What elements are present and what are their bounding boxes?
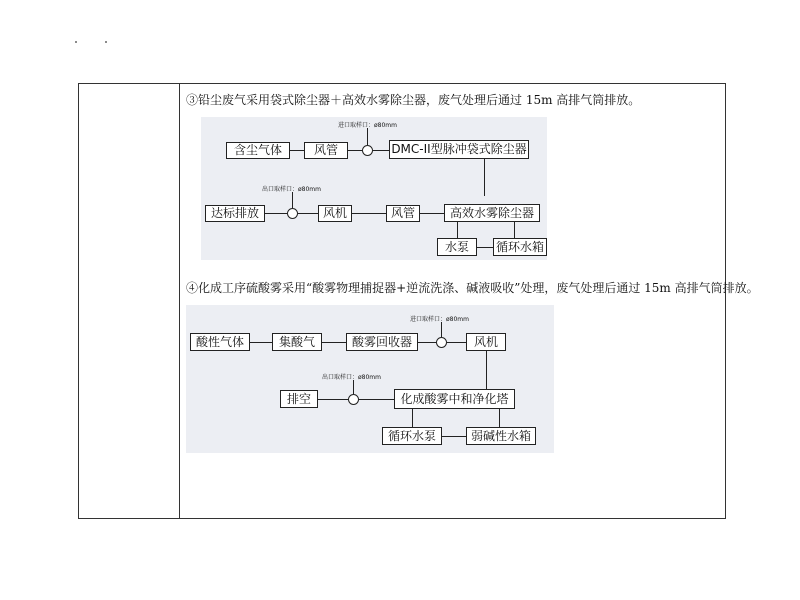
box-circulation-tank: 循环水箱 [493,238,547,256]
box-circulation-pump: 循环水泵 [382,427,442,445]
sampling-port-icon [348,394,359,405]
connector [353,380,354,394]
table-left-column [79,84,180,518]
connector [290,150,304,151]
box-fan: 风机 [466,333,506,351]
label-inlet-sampling-port: 进口取样口：ø80mm [410,316,469,323]
paragraph-lead-dust: ③铅尘废气采用袋式除尘器＋高效水雾除尘器，废气处理后通过 15m 高排气筒排放。 [186,93,641,107]
connector [457,222,458,238]
label-inlet-sampling-port: 进口取样口：ø80mm [338,122,397,129]
box-neutralization-tower: 化成酸雾中和净化塔 [394,389,515,409]
connector [318,399,348,400]
box-dust-gas: 含尘气体 [226,142,290,159]
box-duct: 风管 [304,142,348,159]
connector [418,342,436,343]
label-outlet-sampling-port: 出口取样口：ø80mm [322,374,381,381]
connector [477,247,493,248]
connector [420,213,444,214]
box-bag-filter: DMC-II型脉冲袋式除尘器 [389,140,529,159]
connector [352,213,386,214]
connector [359,399,394,400]
connector [250,342,272,343]
sampling-port-icon [287,208,298,219]
box-acid-gas: 酸性气体 [190,333,250,351]
paragraph-acid-mist: ④化成工序硫酸雾采用“酸雾物理捕捉器+逆流洗涤、碱液吸收”处理，废气处理后通过 15m 高排气筒排放。 [186,281,759,295]
box-exhaust: 排空 [280,390,318,408]
connector [292,192,293,208]
label-outlet-sampling-port: 出口取样口：ø80mm [262,186,321,193]
scan-speck [105,41,107,43]
box-acid-mist-recovery: 酸雾回收器 [346,333,418,351]
connector [486,351,487,389]
connector [265,213,287,214]
box-alkaline-tank: 弱碱性水箱 [466,427,536,445]
scan-speck [75,41,77,43]
box-fan: 风机 [318,205,352,222]
connector [348,150,362,151]
connector [412,409,413,427]
connector [447,342,466,343]
connector [442,436,466,437]
connector [373,150,389,151]
box-duct-2: 风管 [386,205,420,222]
connector [322,342,346,343]
connector [298,213,318,214]
connector [367,128,368,145]
box-water-pump: 水泵 [437,238,477,256]
box-acid-collector: 集酸气 [272,333,322,351]
box-discharge: 达标排放 [205,205,265,222]
sampling-port-icon [362,145,373,156]
box-water-mist-scrubber: 高效水雾除尘器 [444,204,540,222]
connector [484,159,485,196]
sampling-port-icon [436,337,447,348]
connector [499,409,500,427]
connector [514,222,515,238]
connector [441,322,442,337]
